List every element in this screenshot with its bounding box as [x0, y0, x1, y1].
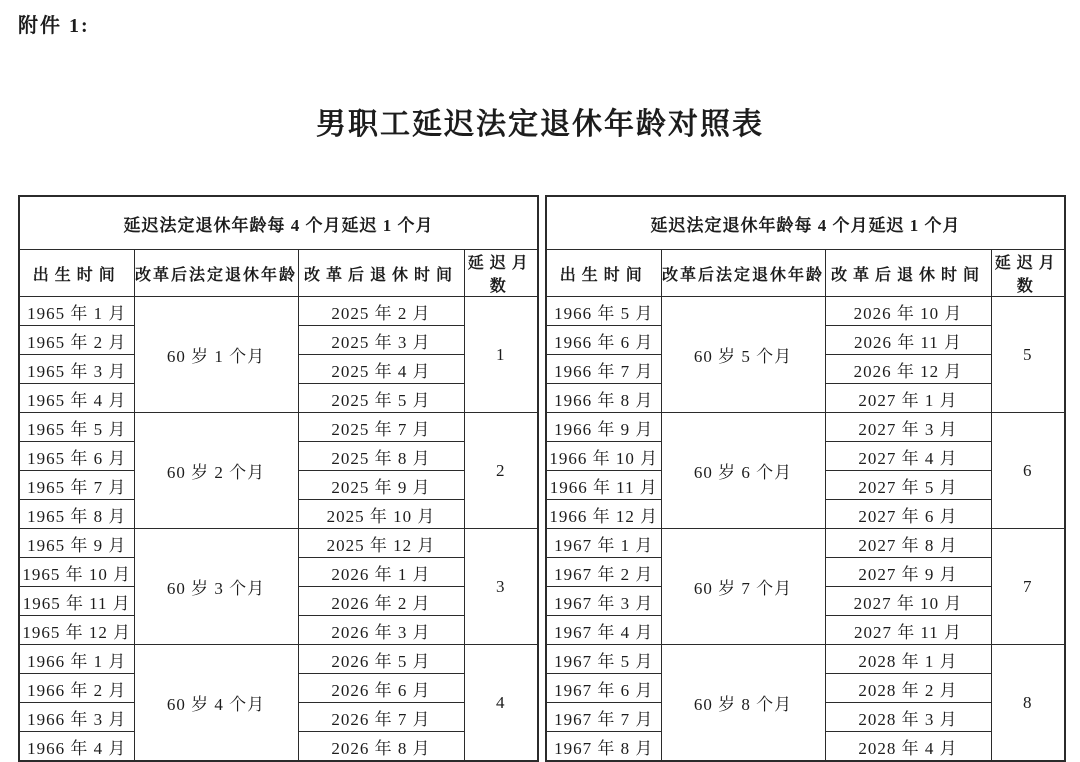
birth-month-cell: 1966 年 10 月: [546, 442, 661, 471]
retirement-time-cell: 2025 年 4 月: [298, 355, 464, 384]
group-header-row: [19, 196, 538, 250]
column-header-age: 改革后法定退休年龄: [661, 250, 825, 297]
retirement-time-cell: 2027 年 10 月: [825, 587, 991, 616]
retirement-age-cell: 60 岁 2 个月: [134, 413, 298, 529]
retirement-age-cell: 60 岁 3 个月: [134, 529, 298, 645]
retirement-time-cell: 2027 年 3 月: [825, 413, 991, 442]
birth-month-cell: 1965 年 10 月: [19, 558, 134, 587]
column-header-row: [546, 250, 1065, 297]
retirement-time-cell: 2027 年 6 月: [825, 500, 991, 529]
retirement-time-cell: 2028 年 4 月: [825, 732, 991, 762]
retirement-time-cell: 2026 年 12 月: [825, 355, 991, 384]
column-header-retire: 改革后退休时间: [825, 250, 991, 297]
table-head: [546, 196, 1065, 297]
table-head: [19, 196, 538, 297]
retirement-table-right: [545, 195, 1066, 762]
retirement-time-cell: 2025 年 5 月: [298, 384, 464, 413]
retirement-age-cell: 60 岁 4 个月: [134, 645, 298, 762]
retirement-age-cell: 60 岁 6 个月: [661, 413, 825, 529]
retirement-time-cell: 2028 年 1 月: [825, 645, 991, 674]
birth-month-cell: 1965 年 2 月: [19, 326, 134, 355]
birth-month-cell: 1966 年 12 月: [546, 500, 661, 529]
birth-month-cell: 1965 年 1 月: [19, 297, 134, 326]
column-header-birth: 出生时间: [546, 250, 661, 297]
column-header-retire: 改革后退休时间: [298, 250, 464, 297]
birth-month-cell: 1966 年 4 月: [19, 732, 134, 762]
retirement-time-cell: 2028 年 2 月: [825, 674, 991, 703]
retirement-table-left: [18, 195, 539, 762]
table-row: [19, 413, 538, 442]
retirement-time-cell: 2026 年 1 月: [298, 558, 464, 587]
delay-months-cell: 6: [991, 413, 1065, 529]
birth-month-cell: 1965 年 8 月: [19, 500, 134, 529]
retirement-time-cell: 2025 年 2 月: [298, 297, 464, 326]
delay-months-cell: 7: [991, 529, 1065, 645]
retirement-time-cell: 2026 年 3 月: [298, 616, 464, 645]
birth-month-cell: 1966 年 7 月: [546, 355, 661, 384]
birth-month-cell: 1966 年 8 月: [546, 384, 661, 413]
attachment-label: 附件 1:: [18, 15, 90, 37]
birth-month-cell: 1966 年 1 月: [19, 645, 134, 674]
retirement-time-cell: 2027 年 5 月: [825, 471, 991, 500]
delay-months-cell: 4: [464, 645, 538, 762]
table-row: [19, 297, 538, 326]
birth-month-cell: 1965 年 4 月: [19, 384, 134, 413]
retirement-time-cell: 2025 年 10 月: [298, 500, 464, 529]
tables-container: [18, 195, 1062, 762]
retirement-time-cell: 2027 年 11 月: [825, 616, 991, 645]
retirement-time-cell: 2027 年 9 月: [825, 558, 991, 587]
birth-month-cell: 1967 年 5 月: [546, 645, 661, 674]
birth-month-cell: 1966 年 3 月: [19, 703, 134, 732]
retirement-time-cell: 2025 年 7 月: [298, 413, 464, 442]
birth-month-cell: 1966 年 2 月: [19, 674, 134, 703]
page-title: 男职工延迟法定退休年龄对照表: [316, 108, 764, 141]
table-body: [19, 297, 538, 762]
retirement-time-cell: 2026 年 5 月: [298, 645, 464, 674]
birth-month-cell: 1966 年 6 月: [546, 326, 661, 355]
birth-month-cell: 1966 年 9 月: [546, 413, 661, 442]
retirement-age-cell: 60 岁 7 个月: [661, 529, 825, 645]
retirement-time-cell: 2025 年 9 月: [298, 471, 464, 500]
group-header-row: [546, 196, 1065, 250]
birth-month-cell: 1967 年 2 月: [546, 558, 661, 587]
retirement-time-cell: 2026 年 11 月: [825, 326, 991, 355]
retirement-time-cell: 2025 年 8 月: [298, 442, 464, 471]
birth-month-cell: 1965 年 11 月: [19, 587, 134, 616]
birth-month-cell: 1967 年 8 月: [546, 732, 661, 762]
retirement-time-cell: 2026 年 7 月: [298, 703, 464, 732]
retirement-time-cell: 2025 年 3 月: [298, 326, 464, 355]
column-header-delay: 延迟月数: [991, 250, 1065, 297]
table-body: [546, 297, 1065, 762]
birth-month-cell: 1967 年 3 月: [546, 587, 661, 616]
column-header-delay: 延迟月数: [464, 250, 538, 297]
retirement-time-cell: 2027 年 8 月: [825, 529, 991, 558]
delay-months-cell: 2: [464, 413, 538, 529]
birth-month-cell: 1965 年 7 月: [19, 471, 134, 500]
table-row: [19, 529, 538, 558]
table-row: [19, 645, 538, 674]
retirement-time-cell: 2026 年 6 月: [298, 674, 464, 703]
column-header-birth: 出生时间: [19, 250, 134, 297]
birth-month-cell: 1965 年 12 月: [19, 616, 134, 645]
delay-months-cell: 5: [991, 297, 1065, 413]
birth-month-cell: 1967 年 7 月: [546, 703, 661, 732]
birth-month-cell: 1966 年 11 月: [546, 471, 661, 500]
group-header-cell: 延迟法定退休年龄每 4 个月延迟 1 个月: [19, 196, 538, 250]
delay-months-cell: 3: [464, 529, 538, 645]
column-header-age: 改革后法定退休年龄: [134, 250, 298, 297]
delay-months-cell: 1: [464, 297, 538, 413]
table-row: [546, 413, 1065, 442]
retirement-time-cell: 2028 年 3 月: [825, 703, 991, 732]
birth-month-cell: 1965 年 9 月: [19, 529, 134, 558]
birth-month-cell: 1967 年 1 月: [546, 529, 661, 558]
retirement-age-cell: 60 岁 8 个月: [661, 645, 825, 762]
retirement-age-cell: 60 岁 1 个月: [134, 297, 298, 413]
delay-months-cell: 8: [991, 645, 1065, 762]
birth-month-cell: 1965 年 5 月: [19, 413, 134, 442]
retirement-age-cell: 60 岁 5 个月: [661, 297, 825, 413]
group-header-cell: 延迟法定退休年龄每 4 个月延迟 1 个月: [546, 196, 1065, 250]
birth-month-cell: 1966 年 5 月: [546, 297, 661, 326]
retirement-time-cell: 2027 年 1 月: [825, 384, 991, 413]
retirement-time-cell: 2026 年 8 月: [298, 732, 464, 762]
birth-month-cell: 1967 年 6 月: [546, 674, 661, 703]
column-header-row: [19, 250, 538, 297]
table-row: [546, 645, 1065, 674]
birth-month-cell: 1965 年 3 月: [19, 355, 134, 384]
birth-month-cell: 1967 年 4 月: [546, 616, 661, 645]
table-row: [546, 297, 1065, 326]
retirement-time-cell: 2025 年 12 月: [298, 529, 464, 558]
table-row: [546, 529, 1065, 558]
retirement-time-cell: 2026 年 10 月: [825, 297, 991, 326]
retirement-time-cell: 2027 年 4 月: [825, 442, 991, 471]
retirement-time-cell: 2026 年 2 月: [298, 587, 464, 616]
birth-month-cell: 1965 年 6 月: [19, 442, 134, 471]
